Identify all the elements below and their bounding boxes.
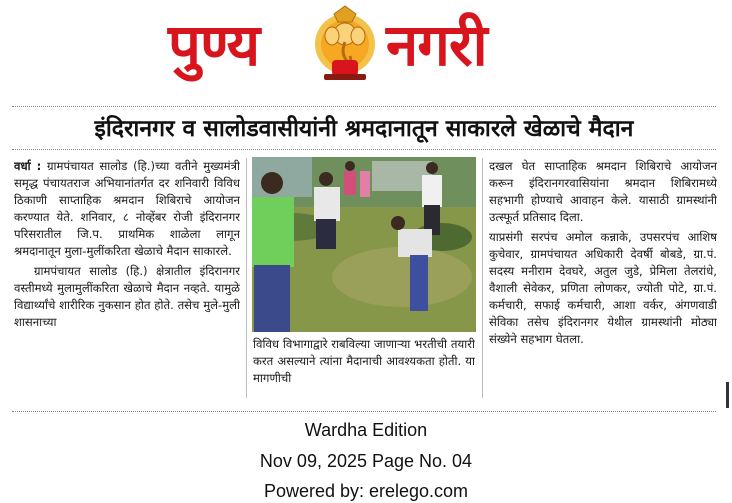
date-page-label: Nov 09, 2025 Page No. 04	[259, 451, 473, 471]
masthead	[0, 0, 732, 90]
powered-by-label: Powered by: erelego.com	[263, 481, 469, 501]
column-divider	[246, 158, 247, 398]
masthead-title-left: पुण्य	[168, 11, 260, 79]
article-paragraph	[14, 158, 240, 260]
article-column-middle	[253, 336, 475, 398]
article-paragraph: याप्रसंगी सरपंच अमोल कन्नाके, उपसरपंच आशिष कुचेवार, ग्रामपंचायत अधिकारी देवर्षी बोबडे, ग्रा.पं. सदस्य मनीराम देवघरे, अतुल जुडे, प्रेमिला तेलरांधे, वैशाली सेवेकर, प्रणिता लोणकर, ज्योती पोटे, ग्रा.पं. कर्मचारी, सफाई कर्मचारी, आशा वर्कर, अंगणवाडी सेविका तसेच इंदिरानगर येथील ग्रामस्थांनी मोठ्या संख्येने सहभाग घेतला.	[489, 230, 717, 346]
masthead-title-right: नगरी	[386, 11, 487, 79]
page-edge-marker	[726, 382, 729, 408]
article-column-left	[14, 158, 240, 398]
edition-label: Wardha Edition	[304, 420, 428, 440]
dateline: वर्धा :	[14, 159, 42, 173]
divider	[12, 106, 716, 107]
photo-volunteers-clearing-field	[252, 157, 476, 332]
ganesha-emblem-icon	[312, 4, 378, 84]
article-paragraph: दखल घेत साप्ताहिक श्रमदान शिबिराचे आयोजन करून इंदिरानगरवासियांना श्रमदान शिबिरामध्ये सहभागी होण्याचे आवाहन केले. यासाठी ग्रामस्थांनी उत्स्फूर्त प्रतिसाद दिला.	[489, 159, 717, 224]
article-headline: इंदिरानगर व सालोडवासीयांनी श्रमदानातून साकारले खेळाचे मैदान	[94, 116, 634, 142]
column-divider	[482, 158, 483, 398]
article-column-right	[489, 158, 717, 398]
paragraph-text: ग्रामपंचायत सालोड (हि.)च्या वतीने मुख्यमंत्री समृद्ध पंचायतराज अभियानांतर्गत दर शनिवारी विविध ठिकाणी साप्ताहिक श्रमदान शिबिराचे आयोजन करण्यात येते. शनिवार, ८ नोव्हेंबर रोजी इंदिरानगर परिसरातील जि.प. प्राथमिक शाळेला लागून श्रमदानातून मुला-मुलींकरिता खेळाचे मैदान साकारले.	[14, 159, 240, 258]
article-photo	[252, 157, 476, 332]
article-paragraph: विविध विभागाद्वारे राबविल्या जाणाऱ्या भरतीची तयारी करत असल्याने त्यांना मैदानाची आवश्यकता होती. या मागणीची	[253, 337, 475, 385]
divider	[12, 411, 716, 412]
divider	[12, 149, 716, 150]
article-paragraph: ग्रामपंचायत सालोड (हि.) क्षेत्रातील इंदिरानगर वस्तीमध्ये मुलामुलींकरिता खेळाचे मैदान नव्हते. यामुळे विद्यार्थ्यांचे शारीरिक नुकसान होत होते. तसेच मुले-मुली शासनाच्या	[14, 264, 240, 329]
